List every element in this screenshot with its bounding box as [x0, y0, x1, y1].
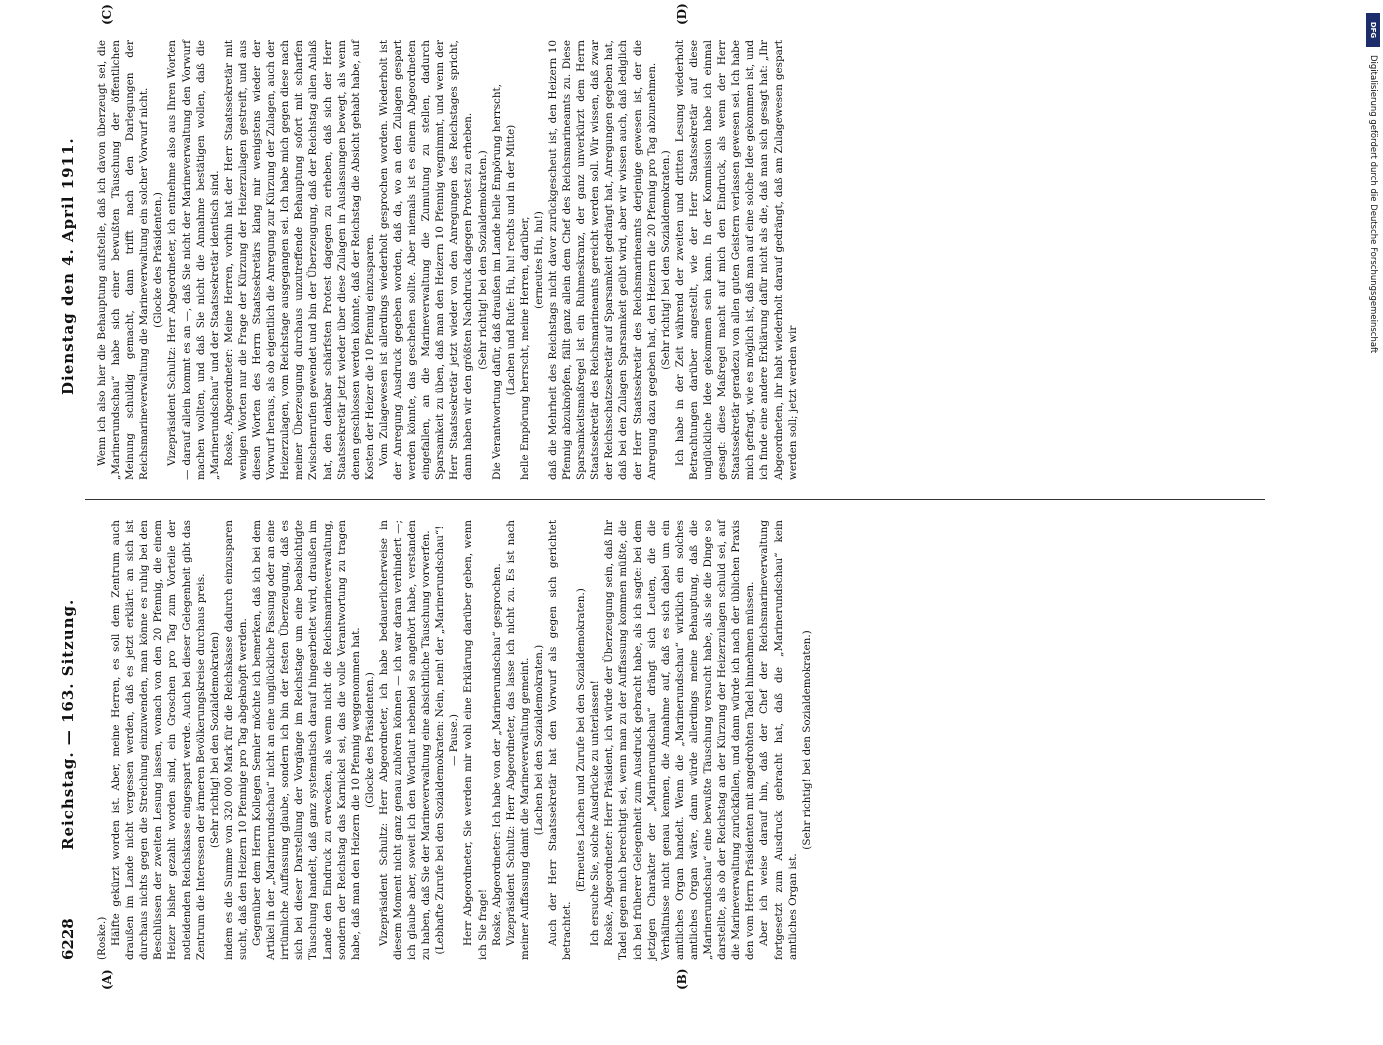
- paragraph: helle Empörung herrscht, meine Herren, darüber,: [518, 216, 531, 480]
- paragraph: Roske, Abgeordneter: Herr Präsident, ich würde der Überzeugung sein, daß Ihr Tadel gegen mich berechtigt sei, wenn man zu der Auffassung kommen müßte, die ich bei früherer Gelegenheit zum Ausdruck gebracht habe, als ich sagte: bei dem jetzigen Charakter der „Marinerundschau“ drängt sich Leuten, die die Verhältnisse nicht genau kennen, die Annahme auf, daß es sich dabei um ein amtliches Organ handelt. Wenn die „Marinerundschau“ wirklich ein solches amtliches Organ wäre, dann würde allerdings meine Behauptung, daß die „Marinerundschau“ eine bewußte Täuschung versucht habe, als sie die Dinge so darstellte, als ob der Reichstag an der Kürzung der Heizerzulagen schuld sei, auf die Marineverwaltung zurückfallen, und dann würde ich nach der üblichen Praxis den vom Herrn Präsidenten mit angedrohten Tadel hinnehmen müssen.: [603, 520, 757, 960]
- paragraph: Vizepräsident Schultz: Herr Abgeordneter, ich habe bedauerlicherweise in diesem Moment nicht ganz genau zuhören können — ich war daran verhindert —; ich glaube aber, soweit ich den Wortlaut nebenbei so angehört habe, verstanden zu haben, daß Sie der Marineverwaltung eine absichtliche Täuschung vorwerfen.: [377, 520, 433, 960]
- margin-marker-c: (C): [100, 4, 114, 25]
- paragraph: Gegenüber dem Herrn Kollegen Semler möchte ich bemerken, daß ich bei dem Artikel in der „Marinerundschau“ nicht an eine unglückliche Fassung oder an eine irrtümliche Auffassung glaube, sondern ich bin der festen Überzeugung, daß es sich bei dieser Darstellung der Vorgänge im Reichstage um eine beabsichtigte Täuschung handelt, daß ganz systematisch darauf hingearbeitet wird, draußen im Lande den Eindruck zu erwecken, als wenn nicht die Reichsmarineverwaltung, sondern der Reichstag das Karnickel sei, das die volle Verantwortung zu tragen habe, daß man den Heizern die 10 Pfennig weggenommen hat.: [251, 520, 362, 960]
- margin-marker-a: (A): [100, 969, 114, 990]
- margin-marker-b: (B): [675, 968, 689, 990]
- margin-marker-d: (D): [675, 3, 689, 25]
- paragraph: Vizepräsident Schultz: Herr Abgeordneter, ich entnehme also aus Ihren Worten — darauf allein kommt es an —, daß Sie nicht der Marineverwaltung den Vorwurf machen wollten, und daß Sie nicht die Annahme bestätigen wollen, daß die „Marinerundschau“ und der Staatssekretär identisch sind.: [166, 40, 221, 480]
- interjection: (Erneutes Lachen und Zurufe bei den Sozialdemokraten.): [575, 588, 588, 892]
- paragraph: Auch der Herr Staatssekretär hat den Vorwurf als gegen sich gerichtet betrachtet.: [547, 520, 574, 960]
- interjection: (Lebhafte Zurufe bei den Sozialdemokraten: Nein, nein! der „Marinerundschau“! — Pause.): [434, 525, 461, 955]
- interjection: (Sehr richtig! bei den Sozialdemokraten.): [800, 630, 813, 850]
- interjection: (Lachen bei den Sozialdemokraten.): [532, 644, 545, 836]
- dfg-logo-text: DFG: [1369, 21, 1377, 39]
- paragraph: Die Verantwortung dafür, daß draußen im Lande helle Empörung herrscht,: [490, 83, 503, 480]
- right-column: [95, 40, 1265, 480]
- paragraph: Ich ersuche Sie, solche Ausdrücke zu unterlassen!: [589, 680, 602, 946]
- paragraph: Roske, Abgeordneter: Meine Herren, vorhin hat der Herr Staatssekretär mit wenigen Worten nur die Frage der Kürzung der Heizerzulagen gestreift, und aus diesen Worten des Herrn Staatssekretärs klang mir wenigstens wieder der Vorwurf heraus, als ob eigentlich die Anregung zur Kürzung der Zulagen, auch der Heizerzulagen, vom Reichstage ausgegangen sei. Ich habe mich gegen diese nach meiner Überzeugung durchaus unzutreffende Behauptung sofort mit scharfen Zwischenrufen gewendet und bin der Überzeugung, daß der Reichstag allen Anlaß hat, den denkbar schärfsten Protest dagegen zu erheben, daß sich der Herr Staatssekretär jetzt wieder über diese Zulagen in Auslassungen bewegt, als wenn denen geschlossen werden könnte, daß der Reichstag die Absicht gehabt habe, auf Kosten der Heizer die 10 Pfennig einzusparen.: [222, 40, 376, 480]
- right-running-title: Dienstag den 4. April 1911.: [59, 137, 77, 395]
- dfg-sidebar: [1365, 5, 1381, 995]
- paragraph: Aber ich weise darauf hin, daß der Chef der Reichsmarineverwaltung fortgesetzt zum Ausdruck gebracht hat, daß die „Marinerundschau“ kein amtliches Organ ist.: [758, 520, 799, 960]
- interjection: (erneutes Hu, hu!): [532, 211, 545, 309]
- column-divider: [85, 499, 1265, 500]
- left-column: [95, 520, 1265, 960]
- paragraph: Hälfte gekürzt worden ist. Aber, meine Herren, es soll dem Zentrum auch draußen im Lande nicht vergessen werden, daß es jetzt erklärt: an sich ist durchaus nichts gegen die Streichung einzuwenden, man könne es ruhig bei den Beschlüssen der zweiten Lesung lassen, wonach von den 20 Pfennig, die einem Heizer bisher gezahlt worden sind, ein Groschen pro Tag zum Vorteile der notleidenden Reichskasse eingespart werde. Auch bei dieser Gelegenheit gibt das Zentrum die Interessen der ärmeren Bevölkerungskreise durchaus preis.: [110, 520, 207, 960]
- interjection: (Sehr richtig! bei den Sozialdemokraten.): [659, 150, 672, 370]
- paragraph: Roske, Abgeordneter: Ich habe von der „Marinerundschau“ gesprochen.: [490, 563, 503, 946]
- page-content: [55, 3, 1345, 990]
- page-number: 6228: [59, 918, 77, 960]
- paragraph: Vom Zulagewesen ist allerdings wiederholt gesprochen worden. Wiederholt ist der Anregung Ausdruck gegeben worden, daß da, wo an den Zulagen gespart werden könnte, das geschehen sollte. Aber niemals ist es einem Abgeordneten eingefallen, an die Marineverwaltung die Zumutung zu stellen, dadurch Sparsamkeit zu üben, daß man den Heizern 10 Pfennig wegnimmt, und wenn der Herr Staatssekretär jetzt wieder von den Anregungen des Reichstages spricht, dann haben wir den größten Nachdruck dagegen Protest zu erheben.: [377, 40, 475, 480]
- paragraph: Vizepräsident Schultz: Herr Abgeordneter, das lasse ich nicht zu. Es ist nach meiner Auffassung damit die Marineverwaltung gemeint.: [504, 520, 531, 960]
- interjection: (Glocke des Präsidenten.): [152, 192, 165, 328]
- paragraph: Ich habe in der Zeit während der zweiten und dritten Lesung wiederholt Betrachtungen darüber angestellt, wie der Herr Staatssekretär auf diese unglückliche Idee gekommen sein kann. In der Kommission habe ich einmal gesagt: diese Maßregel macht auf mich den Eindruck, als wenn der Herr Staatssekretär geradezu von allen guten Geistern verlassen gewesen sei. Ich habe mich gefragt, wie es möglich ist, daß man auf eine solche Idee gekommen ist, und ich finde eine andere Erklärung dafür nicht als die, daß man sich gesagt hat: „Ihr Abgeordneten, ihr habt wiederholt darauf gedrängt, daß am Zulagewesen gespart werden soll; jetzt werden wir: [673, 40, 799, 480]
- interjection: (Lachen und Rufe: Hu, hu! rechts und in der Mitte): [504, 124, 517, 396]
- left-running-title: Reichstag. — 163. Sitzung.: [59, 598, 77, 850]
- paragraph: daß die Mehrheit des Reichstags nicht davor zurückgescheut ist, den Heizern 10 Pfennig abzuknöpfen, fällt ganz allein dem Chef des Reichsmarineamts zu. Diese Sparsamkeitsmaßregel ist ein Ruhmeskranz, der ganz unverkürzt dem Herrn Staatssekretär des Reichsmarineamts gereicht werden soll. Wir wissen, daß zwar der Reichsschatzsekretär auf Sparsamkeit gedrängt hat, Anregungen gegeben hat, daß bei den Zulagen Sparsamkeit geübt wird, aber wir wissen auch, daß lediglich der Herr Staatssekretär des Reichsmarineamts derjenige gewesen ist, der die Anregung dazu gegeben hat, den Heizern die 20 Pfennig pro Tag abzunehmen.: [547, 40, 658, 480]
- funding-notice: Digitalisierung gefördert durch die Deutsche Forschungsgemeinschaft: [1368, 55, 1378, 354]
- interjection: (Sehr richtig! bei den Sozialdemokraten.): [476, 150, 489, 370]
- paragraph: indem es die Summe von 320 000 Mark für die Reichskasse dadurch einzusparen sucht, daß den Heizern 10 Pfennige pro Tag abgeknöpft werden.: [222, 520, 249, 960]
- paragraph: Herr Abgeordneter, Sie werden mir wohl eine Erklärung darüber geben, wenn ich Sie frage!: [462, 520, 489, 960]
- page-header: [55, 40, 85, 960]
- paragraph: Wenn ich also hier die Behauptung aufstelle, daß ich davon überzeugt sei, die „Marinerundschau“ habe sich einer bewußten Täuschung der öffentlichen Meinung schuldig gemacht, dann trifft nach den Darlegungen der Reichsmarineverwaltung die Marineverwaltung ein solcher Vorwurf nicht.: [96, 40, 151, 480]
- speaker-tag: (Roske.): [96, 916, 108, 960]
- interjection: (Sehr richtig! bei den Sozialdemokraten): [208, 631, 221, 849]
- interjection: (Glocke des Präsidenten.): [363, 672, 376, 808]
